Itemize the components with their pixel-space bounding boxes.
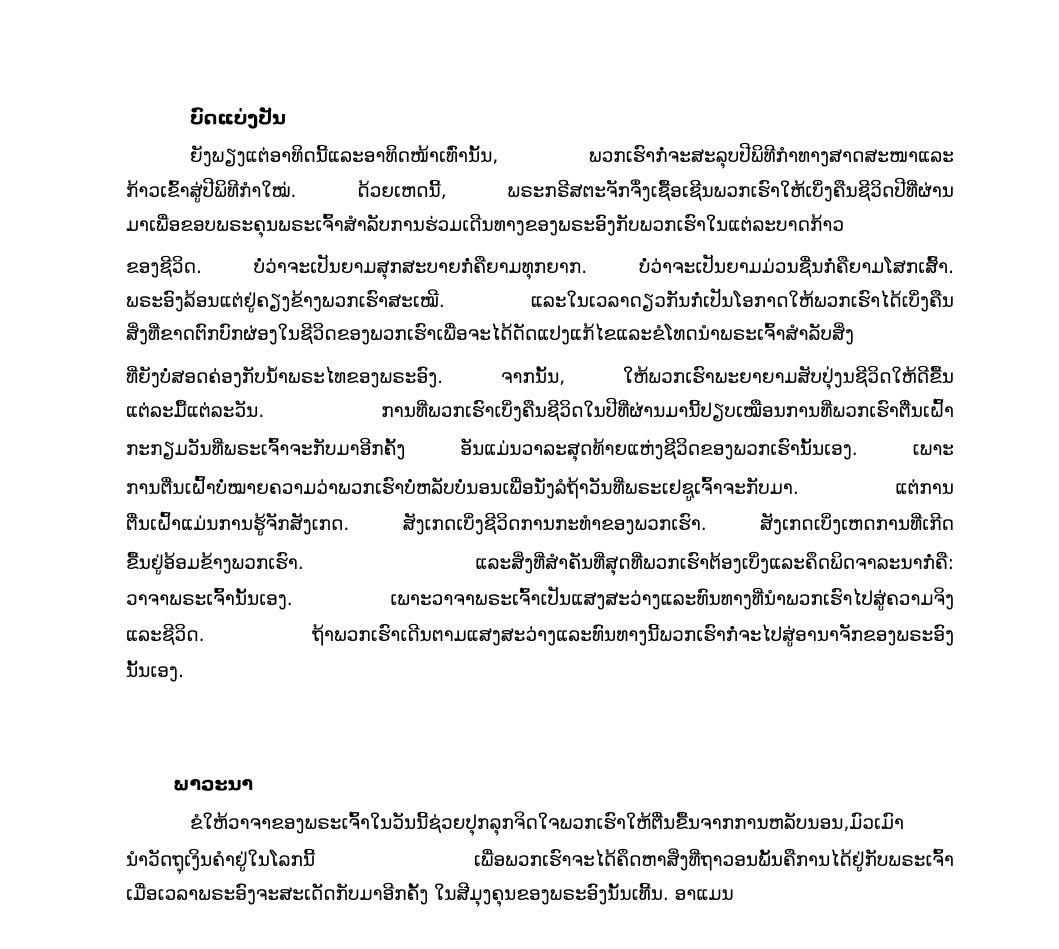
paragraph-line: ຂໍໃຫ້ວາຈາຂອງພຣະເຈົ້າໃນວັນນີ້ຊ່ວຍປຸກລຸກຈິດໃຈພວກເຮົາໃຫ້ຕື່ນຂື້ນຈາກການຫລັບນອນ,ມົວເມົາ [190,813,904,834]
paragraph-line: ພຣະອົງລ້ອນແຕ່ຢູ່ຄຽງຂ້າງພວກເຮົາສະເໝີ. ແລະໃນເວລາດຽວກັນກໍ່ເປັນໂອກາດໃຫ້ພວກເຮົາໄດ້ເບິ່ງຄືນ [126,291,954,312]
paragraph-line: ຂອງຊີວິດ. ບໍ່ວ່າຈະເປັນຍາມສຸກສະບາຍກໍ່ຄືຍາມທຸກຍາກ. ບໍ່ວ່າຈະເປັນຍາມມ່ວນຊື່ນກໍ່ຄືຍາມໂສກເສົ້າ. [126,257,954,278]
paragraph-line: ກ້າວເຂົ້າສູ່ປີພິທີກຳໃໝ່. ດ້ວຍເຫດນີ້, ພຣະກຣີສຕະຈັກຈຶ່ງເຊື້ອເຊີນພວກເຮົາໃຫ້ເບິ່ງຄືນຊີວິດປີທີ່ຜ່ານ [126,181,954,202]
paragraph-line: ເມື່ອເວລາພຣະອົງຈະສະເດັດກັບມາອີກຄັ້ງ ໃນສີມຸງຄຸນຂອງພຣະອົງນັ້ນເທີ້ນ. ອາແມນ [126,884,734,905]
paragraph-line: ຂື້ນຢູ່ອ້ອມຂ້າງພວກເຮົາ. ແລະສິ່ງທີ່ສຳຄັນທີ່ສຸດທີ່ພວກເຮົາຕ້ອງເບິ່ງແລະຄຶດພິດຈາລະນາກໍ່ຄື: [126,553,954,574]
paragraph-line: ກະກຽມວັນທີ່ພຣະເຈົ້າຈະກັບມາອີກຄັ້ງ ອັນແມ່ນວາລະສຸດທ້າຍແຫ່ງຊີວິດຂອງພວກເຮົານັ້ນເອງ. ເພາະ [126,439,954,460]
paragraph-line: ສິ່ງທີ່ຂາດຕົກບົກຜ່ອງໃນຊີວິດຂອງພວກເຮົາເພື່ອຈະໄດ້ດັດແປງແກ້ໄຂແລະຂໍໂທດນຳພຣະເຈົ້າສຳລັບສິ່ງ [126,324,854,345]
paragraph-line: ແຕ່ລະມື້ແຕ່ລະວັນ. ການທີ່ພວກເຮົາເບິ່ງຄືນຊີວິດໃນປີທີ່ຜ່ານມານີ້ປຽບເໝືອນການທີ່ພວກເຮົາຕື່ນເຝົ້າ [126,401,954,422]
paragraph-line: ມາເພື່ອຂອບພຣະຄຸນພຣະເຈົ້າສຳລັບການຮ່ວມເດີນທາງຂອງພຣະອົງກັບພວກເຮົາໃນແຕ່ລະບາດກ້າວ [126,215,845,236]
section-heading-prayer: ພາວະນາ [173,773,254,795]
paragraph-line: ການຕື່ນເຝົ້າບໍ່ໝາຍຄວາມວ່າພວກເຮົາບໍ່ຫລັບບໍ່ນອນເພື່ອນັ່ງລໍຖ້າວັນທີ່ພຣະເຢຊູເຈົ້າຈະກັບມາ. ແຕ່ການ [126,478,954,499]
section-heading-reflection: ບົດແບ່ງປັນ [190,107,286,129]
paragraph-line: ນັ້ນເອງ. [126,661,184,682]
paragraph-line: ຕື່ນເຝົ້າແມ່ນການຮູ້ຈັກສັງເກດ. ສັງເກດເບິ່ງຊີວິດການກະທຳຂອງພວກເຮົາ. ສັງເກດເບິ່ງເຫດການທີ່ເກີດ [126,514,954,535]
paragraph-line: ນຳວັດຖຸເງິນຄຳຢູ່ໃນໂລກນີ້ ເພື່ອພວກເຮົາຈະໄດ້ຄຶດຫາສິ່ງທີ່ຖາວອນພັ້ນຄືການໄດ້ຢູ່ກັບພຣະເຈົ້າ [126,850,954,871]
paragraph-line: ທີ່ຍັງບໍ່ສອດຄ່ອງກັບນ້ຳພຣະໄທຂອງພຣະອົງ. ຈາກນັ້ນ, ໃຫ້ພວກເຮົາພະຍາຍາມສັບປຸ່ງນຊີວິດໃຫ້ດີຂື້ນ [126,367,954,388]
paragraph-line: ແລະຊີວິດ. ຖ້າພວກເຮົາເດີນຕາມແສງສະວ່າງແລະທົນທາງນີ້ພວກເຮົາກໍ່ຈະໄປສູ່ອານາຈັກຂອງພຣະອົງ [126,625,954,646]
paragraph-line: ວາຈາພຣະເຈົ້ານັ້ນເອງ. ເພາະວາຈາພຣະເຈົ້າເປັນແສງສະວ່າງແລະທົນທາງທີ່ນຳພວກເຮົາໄປສູ່ຄວາມຈິງ [126,589,954,610]
paragraph-line: ຍັງພຽງແຕ່ອາທິດນີ້ແລະອາທິດໜ້າເທົ່ານັ້ນ, ພວກເຮົາກໍ່ຈະສະລຸບປີພິທີກຳທາງສາດສະໜາແລະ [190,146,954,167]
